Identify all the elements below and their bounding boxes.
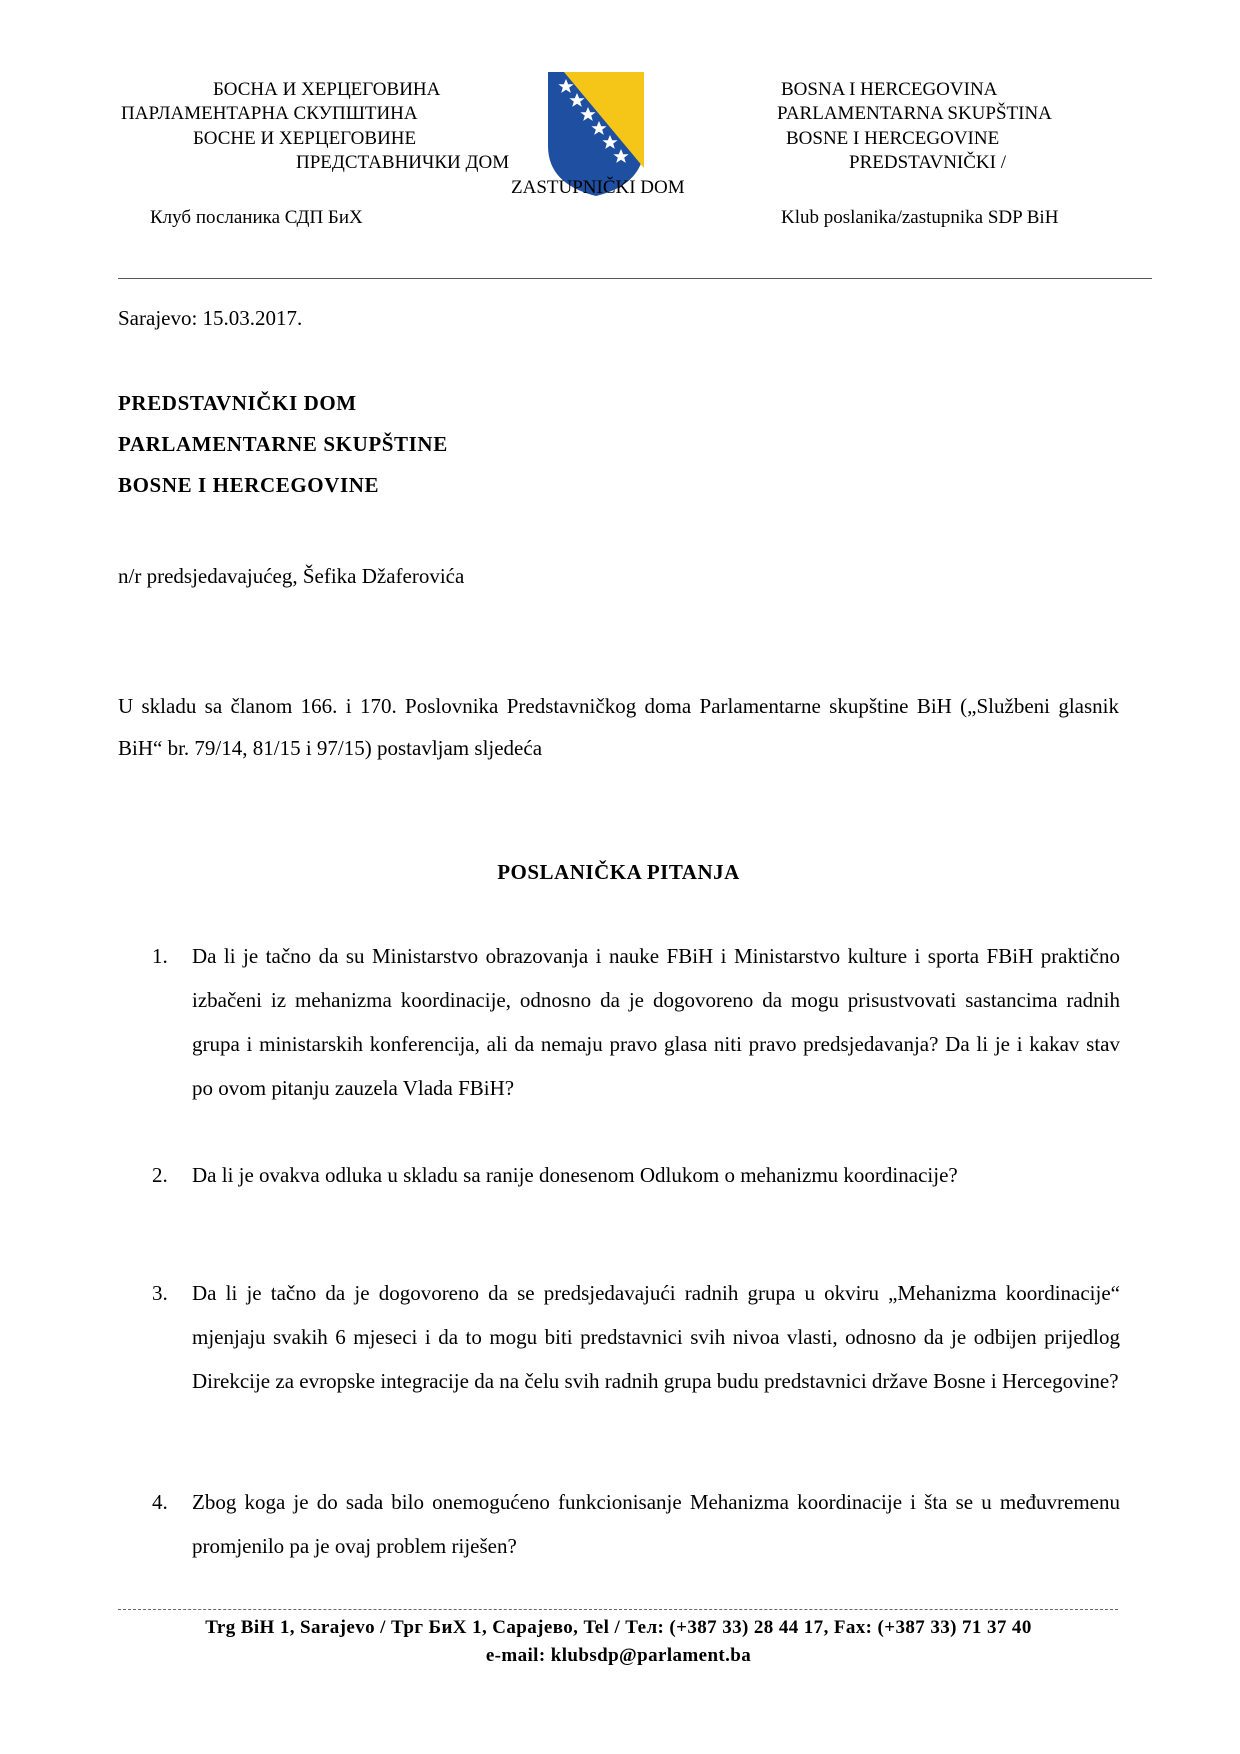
question-text: Da li je ovakva odluka u skladu sa ranije donesenom Odlukom o mehanizmu koordinacije? xyxy=(192,1163,958,1187)
footer-email: e-mail: klubsdp@parlament.ba xyxy=(485,1645,752,1666)
footer-address: Trg BiH 1, Sarajevo / Трг БиХ 1, Сарајево, Tel / Тел: (+387 33) 28 44 17, Fax: (+387 33) 71 37 40 xyxy=(205,1617,1032,1638)
question-text: Zbog koga je do sada bilo onemogućeno funkcionisanje Mehanizma koordinacije i šta se u međuvremenu promjenilo pa je ovaj problem riješen? xyxy=(192,1490,1120,1558)
header-cyrillic-line-4: ПРЕДСТАВНИЧКИ ДОМ xyxy=(296,152,510,173)
header-cyrillic-line-2: ПАРЛАМЕНТАРНА СКУПШТИНА xyxy=(121,103,418,124)
footer-divider xyxy=(118,1609,1118,1610)
question-number: 4. xyxy=(152,1490,168,1514)
question-number: 1. xyxy=(152,944,168,968)
recipient-line-1: PREDSTAVNIČKI DOM xyxy=(118,391,357,415)
attention-line: n/r predsjedavajućeg, Šefika Džaferovića xyxy=(118,564,465,588)
header-latin-line-4: PREDSTAVNIČKI / xyxy=(849,152,1007,173)
question-text: Da li je tačno da je dogovoreno da se predsjedavajući radnih grupa u okviru „Mehanizma koordinacije“ mjenjaju svakih 6 mjeseci i da to mogu biti predstavnici svih nivoa vlasti, odnosno da je odbijen prijedlog Direkcije za evropske integracije da na čelu svih radnih grupa budu predstavnici države Bosne i Hercegovine? xyxy=(192,1281,1120,1393)
header-latin-line-5: ZASTUPNIČKI DOM xyxy=(511,177,685,198)
header-divider xyxy=(118,278,1152,279)
question-text: Da li je tačno da su Ministarstvo obrazovanja i nauke FBiH i Ministarstvo kulture i sporta FBiH praktično izbačeni iz mehanizma koordinacije, odnosno da je dogovoreno da mogu prisustvovati sastancima radnih grupa i ministarskih konferencija, ali da nemaju pravo glasa niti pravo predsjedavanja? Da li je i kakav stav po ovom pitanju zauzela Vlada FBiH? xyxy=(192,944,1120,1100)
header-latin-line-2: PARLAMENTARNA SKUPŠTINA xyxy=(777,103,1052,124)
header-latin-line-3: BOSNE I HERCEGOVINE xyxy=(786,128,1000,149)
document-title: POSLANIČKA PITANJA xyxy=(497,860,740,884)
club-name-cyrillic: Клуб посланика СДП БиХ xyxy=(150,207,363,228)
header-cyrillic-line-3: БОСНЕ И ХЕРЦЕГОВИНЕ xyxy=(193,128,417,149)
question-number: 2. xyxy=(152,1163,168,1187)
header-cyrillic-line-1: БОСНА И ХЕРЦЕГОВИНА xyxy=(213,79,441,100)
recipient-line-3: BOSNE I HERCEGOVINE xyxy=(118,473,380,497)
intro-paragraph: U skladu sa članom 166. i 170. Poslovnika Predstavničkog doma Parlamentarne skupštine BiH („Službeni glasnik BiH“ br. 79/14, 81/15 i 97/15) postavljam sljedeća xyxy=(118,694,1119,760)
date-line: Sarajevo: 15.03.2017. xyxy=(118,306,303,330)
question-number: 3. xyxy=(152,1281,168,1305)
recipient-line-2: PARLAMENTARNE SKUPŠTINE xyxy=(118,432,448,456)
header-latin-line-1: BOSNA I HERCEGOVINA xyxy=(781,79,998,100)
club-name-latin: Klub poslanika/zastupnika SDP BiH xyxy=(781,207,1059,228)
